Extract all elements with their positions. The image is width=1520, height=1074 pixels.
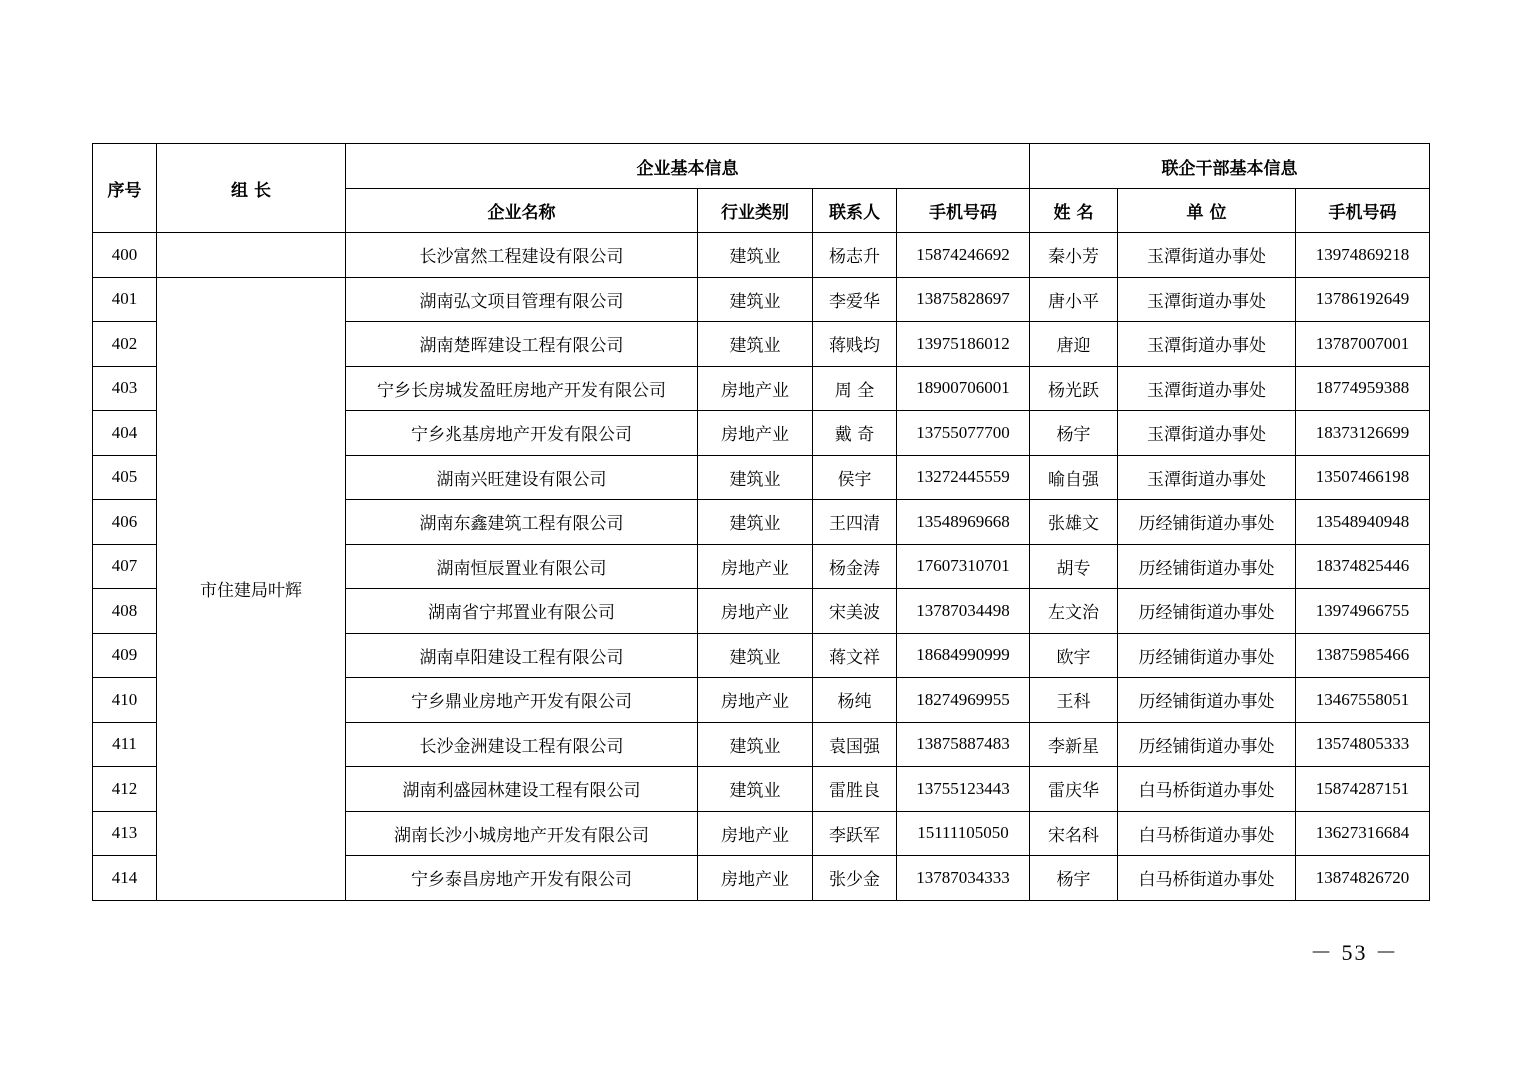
cell-seq: 411	[93, 722, 157, 767]
cell-contact: 杨纯	[813, 678, 897, 723]
cell-industry: 建筑业	[698, 455, 813, 500]
cell-cadre-unit: 玉潭街道办事处	[1118, 277, 1296, 322]
cell-seq: 401	[93, 277, 157, 322]
cell-cadre-name: 雷庆华	[1030, 767, 1118, 812]
cell-seq: 406	[93, 500, 157, 545]
table-header-row-1	[93, 144, 1430, 189]
cell-cadre-unit: 玉潭街道办事处	[1118, 455, 1296, 500]
cell-enterprise-phone: 15874246692	[897, 233, 1030, 278]
cell-seq: 407	[93, 544, 157, 589]
cell-cadre-phone: 13548940948	[1296, 500, 1430, 545]
cell-enterprise-phone: 13787034498	[897, 589, 1030, 634]
table-row	[93, 277, 1430, 322]
cell-industry: 房地产业	[698, 811, 813, 856]
cell-contact: 雷胜良	[813, 767, 897, 812]
cell-industry: 房地产业	[698, 678, 813, 723]
cell-industry: 建筑业	[698, 767, 813, 812]
cell-cadre-unit: 玉潭街道办事处	[1118, 233, 1296, 278]
cell-seq: 414	[93, 856, 157, 901]
cell-seq: 400	[93, 233, 157, 278]
cell-enterprise-name: 湖南弘文项目管理有限公司	[346, 277, 698, 322]
cell-enterprise-phone: 17607310701	[897, 544, 1030, 589]
header-cadre-phone: 手机号码	[1296, 189, 1430, 233]
cell-cadre-name: 唐迎	[1030, 322, 1118, 367]
cell-enterprise-name: 湖南卓阳建设工程有限公司	[346, 633, 698, 678]
cell-industry: 房地产业	[698, 589, 813, 634]
cell-seq: 413	[93, 811, 157, 856]
cell-industry: 建筑业	[698, 722, 813, 767]
cell-cadre-name: 左文治	[1030, 589, 1118, 634]
enterprise-contact-table	[92, 143, 1430, 901]
cell-cadre-name: 喻自强	[1030, 455, 1118, 500]
header-enterprise-phone: 手机号码	[897, 189, 1030, 233]
cell-enterprise-phone: 15111105050	[897, 811, 1030, 856]
cell-contact: 蒋贱均	[813, 322, 897, 367]
cell-cadre-unit: 历经铺街道办事处	[1118, 633, 1296, 678]
cell-contact: 袁国强	[813, 722, 897, 767]
cell-enterprise-name: 湖南长沙小城房地产开发有限公司	[346, 811, 698, 856]
cell-cadre-phone: 13786192649	[1296, 277, 1430, 322]
cell-cadre-unit: 历经铺街道办事处	[1118, 589, 1296, 634]
cell-enterprise-name: 湖南利盛园林建设工程有限公司	[346, 767, 698, 812]
cell-cadre-phone: 13974869218	[1296, 233, 1430, 278]
cell-contact: 李跃军	[813, 811, 897, 856]
header-industry: 行业类别	[698, 189, 813, 233]
header-cadre-unit: 单 位	[1118, 189, 1296, 233]
cell-enterprise-name: 湖南东鑫建筑工程有限公司	[346, 500, 698, 545]
header-seq: 序号	[93, 144, 157, 233]
cell-contact: 戴 奇	[813, 411, 897, 456]
cell-leader-merged: 市住建局叶辉	[157, 277, 346, 900]
cell-seq: 405	[93, 455, 157, 500]
cell-cadre-phone: 13507466198	[1296, 455, 1430, 500]
cell-industry: 建筑业	[698, 233, 813, 278]
cell-enterprise-name: 湖南楚晖建设工程有限公司	[346, 322, 698, 367]
cell-cadre-unit: 玉潭街道办事处	[1118, 322, 1296, 367]
cell-industry: 建筑业	[698, 500, 813, 545]
cell-seq: 402	[93, 322, 157, 367]
cell-cadre-name: 杨光跃	[1030, 366, 1118, 411]
cell-cadre-phone: 13574805333	[1296, 722, 1430, 767]
cell-seq: 412	[93, 767, 157, 812]
cell-industry: 建筑业	[698, 633, 813, 678]
header-enterprise-group: 企业基本信息	[346, 144, 1030, 189]
cell-seq: 408	[93, 589, 157, 634]
cell-cadre-phone: 13875985466	[1296, 633, 1430, 678]
cell-cadre-unit: 白马桥街道办事处	[1118, 811, 1296, 856]
table-body	[93, 233, 1430, 901]
cell-enterprise-name: 宁乡鼎业房地产开发有限公司	[346, 678, 698, 723]
cell-seq: 409	[93, 633, 157, 678]
cell-contact: 宋美波	[813, 589, 897, 634]
cell-cadre-name: 杨宇	[1030, 856, 1118, 901]
page-number: － 53 －	[1310, 940, 1400, 965]
cell-enterprise-name: 宁乡长房城发盈旺房地产开发有限公司	[346, 366, 698, 411]
cell-enterprise-name: 湖南兴旺建设有限公司	[346, 455, 698, 500]
cell-enterprise-name: 长沙富然工程建设有限公司	[346, 233, 698, 278]
cell-cadre-phone: 13467558051	[1296, 678, 1430, 723]
cell-industry: 建筑业	[698, 277, 813, 322]
cell-leader-empty	[157, 233, 346, 278]
cell-enterprise-phone: 18684990999	[897, 633, 1030, 678]
cell-cadre-unit: 白马桥街道办事处	[1118, 767, 1296, 812]
cell-enterprise-phone: 13272445559	[897, 455, 1030, 500]
cell-cadre-name: 唐小平	[1030, 277, 1118, 322]
cell-cadre-phone: 13787007001	[1296, 322, 1430, 367]
cell-enterprise-phone: 13975186012	[897, 322, 1030, 367]
cell-contact: 杨金涛	[813, 544, 897, 589]
cell-industry: 房地产业	[698, 856, 813, 901]
header-contact: 联系人	[813, 189, 897, 233]
cell-cadre-unit: 历经铺街道办事处	[1118, 544, 1296, 589]
header-leader: 组 长	[157, 144, 346, 233]
cell-industry: 建筑业	[698, 322, 813, 367]
cell-enterprise-name: 宁乡兆基房地产开发有限公司	[346, 411, 698, 456]
cell-industry: 房地产业	[698, 544, 813, 589]
cell-cadre-unit: 历经铺街道办事处	[1118, 722, 1296, 767]
cell-cadre-name: 李新星	[1030, 722, 1118, 767]
cell-cadre-phone: 13974966755	[1296, 589, 1430, 634]
cell-contact: 杨志升	[813, 233, 897, 278]
cell-enterprise-name: 湖南恒辰置业有限公司	[346, 544, 698, 589]
header-cadre-group: 联企干部基本信息	[1030, 144, 1430, 189]
header-enterprise-name: 企业名称	[346, 189, 698, 233]
cell-enterprise-phone: 13755123443	[897, 767, 1030, 812]
table-row	[93, 233, 1430, 278]
cell-enterprise-name: 长沙金洲建设工程有限公司	[346, 722, 698, 767]
cell-cadre-unit: 历经铺街道办事处	[1118, 678, 1296, 723]
cell-contact: 周 全	[813, 366, 897, 411]
cell-seq: 403	[93, 366, 157, 411]
cell-cadre-name: 杨宇	[1030, 411, 1118, 456]
cell-cadre-phone: 18774959388	[1296, 366, 1430, 411]
cell-cadre-phone: 18374825446	[1296, 544, 1430, 589]
cell-cadre-phone: 18373126699	[1296, 411, 1430, 456]
cell-enterprise-phone: 18900706001	[897, 366, 1030, 411]
cell-contact: 蒋文祥	[813, 633, 897, 678]
cell-cadre-name: 胡专	[1030, 544, 1118, 589]
cell-seq: 404	[93, 411, 157, 456]
cell-cadre-name: 秦小芳	[1030, 233, 1118, 278]
header-cadre-name: 姓 名	[1030, 189, 1118, 233]
cell-contact: 张少金	[813, 856, 897, 901]
cell-contact: 李爱华	[813, 277, 897, 322]
cell-enterprise-phone: 13787034333	[897, 856, 1030, 901]
cell-cadre-name: 宋名科	[1030, 811, 1118, 856]
cell-enterprise-phone: 13875828697	[897, 277, 1030, 322]
cell-industry: 房地产业	[698, 366, 813, 411]
cell-industry: 房地产业	[698, 411, 813, 456]
cell-cadre-name: 张雄文	[1030, 500, 1118, 545]
cell-cadre-phone: 15874287151	[1296, 767, 1430, 812]
cell-enterprise-phone: 13548969668	[897, 500, 1030, 545]
cell-seq: 410	[93, 678, 157, 723]
cell-enterprise-phone: 13755077700	[897, 411, 1030, 456]
cell-cadre-name: 王科	[1030, 678, 1118, 723]
cell-cadre-unit: 历经铺街道办事处	[1118, 500, 1296, 545]
cell-enterprise-name: 宁乡泰昌房地产开发有限公司	[346, 856, 698, 901]
cell-cadre-unit: 白马桥街道办事处	[1118, 856, 1296, 901]
cell-contact: 王四清	[813, 500, 897, 545]
cell-cadre-name: 欧宇	[1030, 633, 1118, 678]
cell-enterprise-phone: 13875887483	[897, 722, 1030, 767]
cell-cadre-unit: 玉潭街道办事处	[1118, 411, 1296, 456]
cell-enterprise-name: 湖南省宁邦置业有限公司	[346, 589, 698, 634]
cell-cadre-phone: 13874826720	[1296, 856, 1430, 901]
cell-contact: 侯宇	[813, 455, 897, 500]
cell-cadre-phone: 13627316684	[1296, 811, 1430, 856]
cell-cadre-unit: 玉潭街道办事处	[1118, 366, 1296, 411]
cell-enterprise-phone: 18274969955	[897, 678, 1030, 723]
